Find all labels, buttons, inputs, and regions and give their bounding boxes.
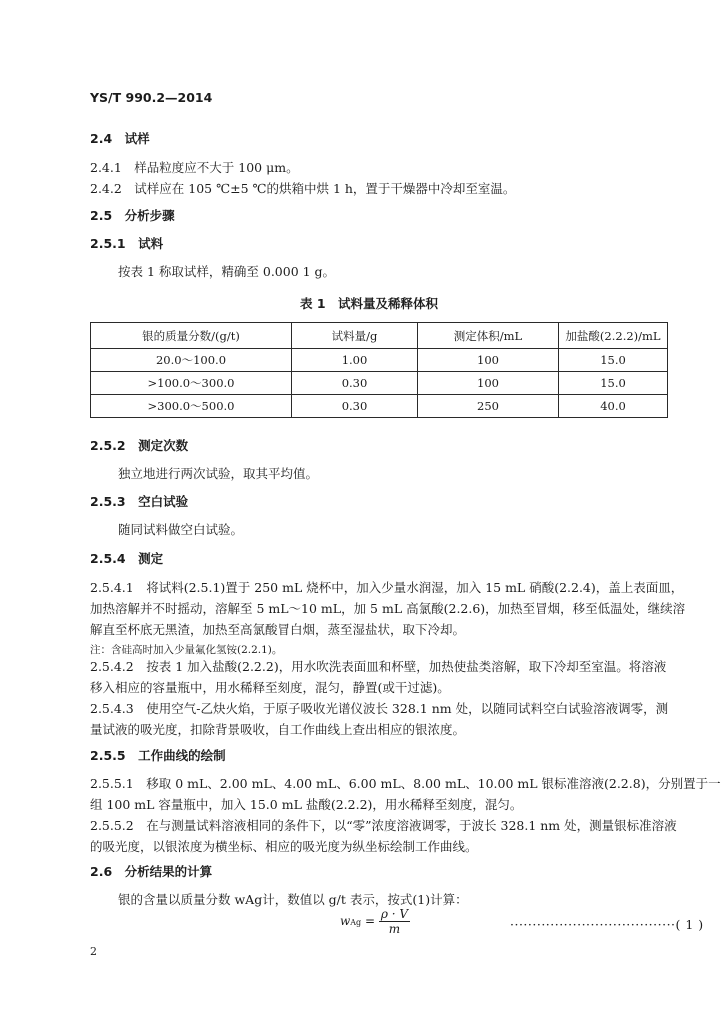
note-text: 注：含硅高时加入少量氟化氢铵(2.2.1)。 — [90, 644, 283, 656]
formula-fraction — [379, 907, 410, 936]
formula-numerator: ρ · V — [380, 907, 409, 921]
table-cell: 0.30 — [292, 372, 418, 395]
section-heading: 2.5.5 工作曲线的绘制 — [90, 748, 226, 763]
paragraph-line: 2.4.2 试样应在 105 ℃±5 ℃的烘箱中烘 1 h，置于干燥器中冷却至室温。 — [90, 181, 516, 196]
paragraph-line: 2.4.1 样品粒度应不大于 100 μm。 — [90, 160, 299, 175]
table-cell: 40.0 — [559, 395, 668, 418]
section-heading: 2.5.3 空白试验 — [90, 494, 189, 509]
page-number: 2 — [90, 945, 97, 958]
table-row — [91, 349, 668, 372]
section-heading: 2.5.4 测定 — [90, 551, 164, 566]
section-heading: 2.4 试样 — [90, 131, 150, 146]
table-header-cell: 测定体积/mL — [418, 323, 559, 349]
table-cell: 100 — [418, 372, 559, 395]
section-heading: 2.5 分析步骤 — [90, 208, 175, 223]
table-row — [91, 372, 668, 395]
sample-table — [90, 322, 668, 418]
table-cell: 20.0～100.0 — [91, 349, 292, 372]
paragraph-line: 按表 1 称取试样，精确至 0.000 1 g。 — [118, 264, 336, 279]
paragraph-line: 2.5.4.1 将试料(2.5.1)置于 250 mL 烧杯中，加入少量水润湿，加入 15 mL 硝酸(2.2.4)，盖上表面皿， — [90, 580, 684, 595]
table-header-cell: 银的质量分数/(g/t) — [91, 323, 292, 349]
table-cell: >300.0～500.0 — [91, 395, 292, 418]
paragraph-line: 银的含量以质量分数 wAg计，数值以 g/t 表示，按式(1)计算： — [118, 892, 468, 907]
paragraph-line: 解直至杯底无黑渣，加热至高氯酸冒白烟，蒸至湿盐状，取下冷却。 — [90, 622, 466, 637]
paragraph-line: 2.5.4.2 按表 1 加入盐酸(2.2.2)，用水吹洗表面皿和杯壁，加热使盐类溶解，取下冷却至室温。将溶液 — [90, 659, 667, 674]
table-caption: 表 1 试料量及稀释体积 — [300, 296, 439, 311]
paragraph-line: 2.5.5.1 移取 0 mL、2.00 mL、4.00 mL、6.00 mL、8.00 mL、10.00 mL 银标准溶液(2.2.8)，分别置于一 — [90, 776, 721, 791]
formula-equals: = — [365, 914, 376, 928]
table-cell: 0.30 — [292, 395, 418, 418]
table-cell: 15.0 — [559, 372, 668, 395]
paragraph-line: 独立地进行两次试验，取其平均值。 — [118, 466, 319, 481]
table-header-cell: 试料量/g — [292, 323, 418, 349]
formula-lhs-subscript: Ag — [350, 918, 362, 927]
table-cell: 100 — [418, 349, 559, 372]
table-cell: 15.0 — [559, 349, 668, 372]
formula-denominator: m — [388, 922, 401, 936]
table-cell: >100.0～300.0 — [91, 372, 292, 395]
paragraph-line: 的吸光度，以银浓度为横坐标、相应的吸光度为纵坐标绘制工作曲线。 — [90, 839, 478, 854]
paragraph-line: 组 100 mL 容量瓶中，加入 15.0 mL 盐酸(2.2.2)，用水稀释至刻度，混匀。 — [90, 797, 523, 812]
section-heading: 2.5.1 试料 — [90, 236, 164, 251]
section-heading: 2.6 分析结果的计算 — [90, 864, 213, 879]
equation-number: ·····································( 1 ) — [510, 917, 704, 932]
paragraph-line: 量试液的吸光度，扣除背景吸收，自工作曲线上查出相应的银浓度。 — [90, 722, 466, 737]
formula-lhs: w — [340, 914, 351, 928]
paragraph-line: 加热溶解并不时摇动，溶解至 5 mL～10 mL，加 5 mL 高氯酸(2.2.6)，加热至冒烟，移至低温处，继续溶 — [90, 601, 686, 616]
paragraph-line: 随同试料做空白试验。 — [118, 522, 244, 537]
table-cell: 250 — [418, 395, 559, 418]
formula-1 — [340, 907, 410, 936]
table-row — [91, 395, 668, 418]
document-header: YS/T 990.2—2014 — [90, 90, 213, 105]
table-header-cell: 加盐酸(2.2.2)/mL — [559, 323, 668, 349]
paragraph-line: 2.5.5.2 在与测量试料溶液相同的条件下，以“零”浓度溶液调零，于波长 328.1 nm 处，测量银标准溶液 — [90, 818, 677, 833]
paragraph-line: 2.5.4.3 使用空气-乙炔火焰，于原子吸收光谱仪波长 328.1 nm 处，以随同试料空白试验溶液调零，测 — [90, 701, 669, 716]
section-heading: 2.5.2 测定次数 — [90, 438, 189, 453]
paragraph-line: 移入相应的容量瓶中，用水稀释至刻度，混匀，静置(或干过滤)。 — [90, 680, 450, 695]
table-cell: 1.00 — [292, 349, 418, 372]
